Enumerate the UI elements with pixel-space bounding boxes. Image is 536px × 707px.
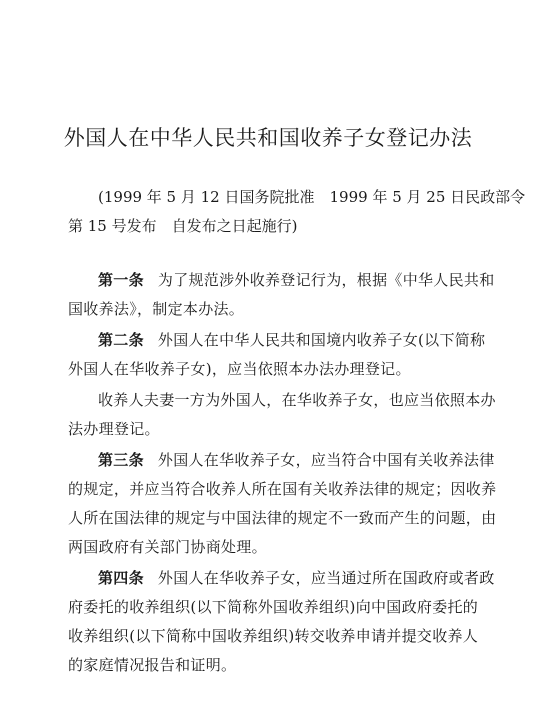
article-text-line: 的规定，并应当符合收养人所在国有关收养法律的规定；因收养 [68, 480, 497, 498]
article-1 [68, 266, 495, 324]
article-2-paragraph-2 [68, 386, 496, 444]
article-text-line: 收养组织(以下简称中国收养组织)转交收养申请并提交收养人 [68, 627, 479, 645]
article-2 [68, 326, 486, 384]
article-text-line: 府委托的收养组织(以下简称外国收养组织)向中国政府委托的 [68, 598, 479, 616]
article-heading: 第四条 [98, 569, 144, 587]
articles-body [68, 266, 497, 682]
article-text-line: 为了规范涉外收养登记行为，根据《中华人民共和 [157, 271, 495, 289]
approval-note-line: 第 15 号发布 自发布之日起施行) [68, 217, 298, 235]
article-heading: 第二条 [98, 331, 144, 349]
article-text-line: 国收养法》，制定本办法。 [68, 300, 245, 318]
article-text-line: 收养人夫妻一方为外国人，在华收养子女，也应当依照本办 [98, 391, 496, 409]
article-text-line: 法办理登记。 [68, 420, 160, 438]
article-4 [68, 564, 495, 680]
article-3 [68, 446, 497, 562]
document-title: 外国人在中华人民共和国收养子女登记办法 [63, 126, 473, 150]
approval-note-line: (1999 年 5 月 12 日国务院批准 1999 年 5 月 25 日民政部令 [98, 188, 526, 206]
article-text-line: 外国人在华收养子女，应当通过所在国政府或者政 [157, 569, 495, 587]
approval-note [68, 183, 526, 241]
article-text-line: 外国人在华收养子女，应当符合中国有关收养法律 [157, 451, 495, 469]
article-heading: 第一条 [98, 271, 144, 289]
article-heading: 第三条 [98, 451, 144, 469]
article-text-line: 人所在国法律的规定与中国法律的规定不一致而产生的问题，由 [68, 509, 497, 527]
article-text-line: 外国人在中华人民共和国境内收养子女(以下简称 [157, 331, 486, 349]
article-text-line: 外国人在华收养子女)，应当依照本办法办理登记。 [68, 360, 411, 378]
article-text-line: 的家庭情况报告和证明。 [68, 656, 237, 674]
article-text-line: 两国政府有关部门协商处理。 [68, 538, 267, 556]
